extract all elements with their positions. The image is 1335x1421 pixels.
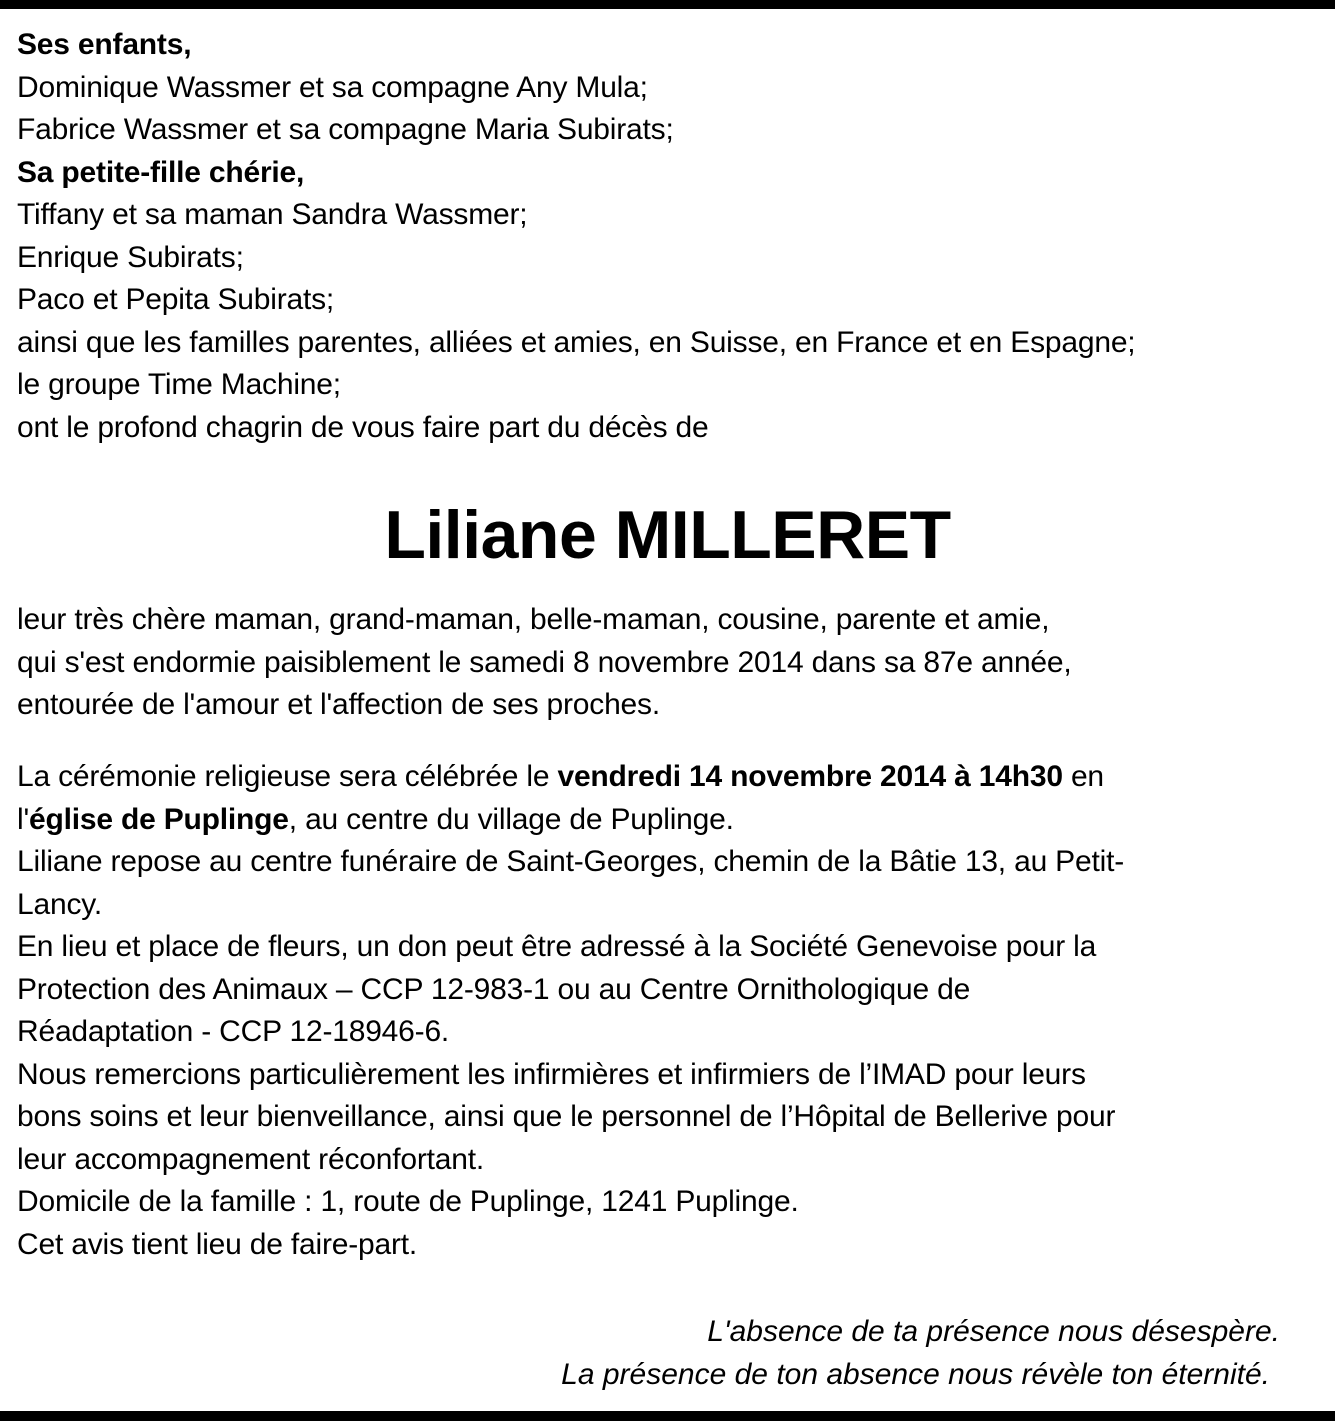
bottom-rule [0,1411,1335,1421]
family-line: le groupe Time Machine; [17,368,341,401]
detail-line: Liliane repose au centre funéraire de Saint-Georges, chemin de la Bâtie 13, au Petit- [17,845,1125,878]
heading-children: Ses enfants, [17,28,192,61]
ceremony-place-line [17,799,1124,842]
description-line: leur très chère maman, grand-maman, belle-maman, cousine, parente et amie, [17,603,1050,636]
deceased-name: Liliane MILLERET [384,497,951,573]
text: en [1062,760,1104,793]
ceremony-date: vendredi 14 novembre 2014 à 14h30 [557,760,1063,793]
quote-line: La présence de ton absence nous révèle ton éternité. [561,1357,1270,1391]
detail-line: Cet avis tient lieu de faire-part. [17,1227,418,1261]
family-line: Dominique Wassmer et sa compagne Any Mula; [17,70,648,104]
closing-quote [561,1311,1280,1396]
text: La cérémonie religieuse sera célébrée le [17,760,558,793]
detail-line: Nous remercions particulièrement les infirmières et infirmiers de l’IMAD pour leurs [17,1057,1086,1091]
family-line: Fabrice Wassmer et sa compagne Maria Subirats; [17,113,674,146]
detail-line: Lancy. [17,887,102,921]
text: , au centre du village de Puplinge. [288,802,734,836]
family-line: Paco et Pepita Subirats; [17,283,335,316]
family-line: ainsi que les familles parentes, alliées et amies, en Suisse, en France et en Espagne; [17,325,1136,359]
quote-line: L'absence de ta présence nous désespère. [707,1315,1280,1348]
ceremony-place: église de Puplinge [29,802,289,836]
detail-line: Domicile de la famille : 1, route de Puplinge, 1241 Puplinge. [17,1185,799,1218]
description [17,599,1072,727]
top-rule [0,0,1335,9]
heading-granddaughter: Sa petite-fille chérie, [17,155,305,189]
description-line: qui s'est endormie paisiblement le samedi 8 novembre 2014 dans sa 87e année, [17,645,1072,679]
ceremony-date-line [17,756,1124,799]
detail-line: leur accompagnement réconfortant. [17,1142,484,1176]
family-line: Tiffany et sa maman Sandra Wassmer; [17,198,528,231]
detail-line: bons soins et leur bienveillance, ainsi que le personnel de l’Hôpital de Bellerive pour [17,1100,1116,1133]
detail-line: Réadaptation - CCP 12-18946-6. [17,1015,450,1048]
detail-line: En lieu et place de fleurs, un don peut être adressé à la Société Genevoise pour la [17,930,1097,963]
ceremony-details [17,756,1124,1266]
description-line: entourée de l'amour et l'affection de ses proches. [17,688,660,721]
text: l' [17,802,29,836]
detail-line: Protection des Animaux – CCP 12-983-1 ou au Centre Ornithologique de [17,972,971,1006]
family-line: Enrique Subirats; [17,240,244,274]
family-line: ont le profond chagrin de vous faire part du décès de [17,410,709,444]
family-list [17,24,1135,449]
